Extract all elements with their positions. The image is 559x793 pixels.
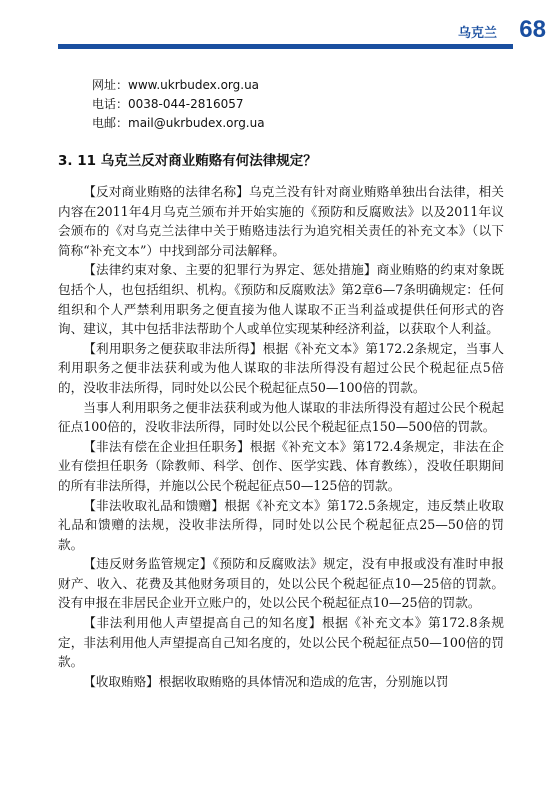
paragraph-text: 根据收取贿赂的具体情况和造成的危害，分别施以罚: [158, 673, 449, 689]
email-line: 电邮：mail@ukrbudex.org.ua: [92, 116, 265, 130]
section-title: 3. 11 乌克兰反对商业贿赂有何法律规定？: [58, 153, 317, 169]
website-line: 网址：www.ukrbudex.org.ua: [92, 78, 260, 92]
paragraph-text: 根据《补充文本》第172.5条规定，违反禁止收取礼品和馈赠的法规，没收非法所得，同时处以公民个税起征点25—50倍的罚款。: [58, 497, 504, 552]
paragraph-label: 【收取贿赂】: [83, 673, 159, 689]
paragraph-text: 根据《补充文本》第172.8条规定，非法利用他人声望提高自己知名度的，处以公民个税起征点50—100倍的罚款。: [58, 615, 504, 670]
paragraph-label: 【非法收取礼品和馈赠】: [83, 497, 225, 513]
paragraph-text: 根据《补充文本》第172.4条规定，非法在企业有偿担任职务（除教师、科学、创作、医学实践、体育教练），没收任职期间的所有非法所得，并施以公民个税起征点50—125倍的罚款。: [58, 438, 505, 493]
header-country: 乌克兰: [457, 25, 497, 40]
paragraph-label: 【违反财务监管规定】: [83, 556, 213, 572]
paragraph-label: 【非法有偿在企业担任职务】: [83, 438, 250, 454]
paragraph-label: 【反对商业贿赂的法律名称】: [83, 184, 250, 199]
body-text: [58, 182, 504, 691]
phone-line: 电话：0038-044-2816057: [92, 97, 244, 111]
page-number: 68: [519, 16, 546, 43]
paragraph-reputation-misuse: [58, 613, 504, 672]
header-rule: [58, 44, 513, 49]
paragraph-label: 【法律约束对象、主要的犯罪行为界定、惩处措施】: [83, 262, 377, 278]
paragraph-legal-scope: [58, 260, 504, 338]
paragraph-label: 【利用职务之便获取非法所得】: [83, 340, 263, 356]
contact-block: [92, 76, 265, 133]
paragraph-accepting-bribes: [58, 672, 504, 692]
paragraph-abuse-of-office: [58, 339, 504, 398]
paragraph-text: 商业贿赂的约束对象既包括个人，也包括组织、机构。《预防和反腐败法》第2章6—7条明确规定：任何组织和个人严禁利用职务之便直接为他人谋取不正当利益或提供任何形式的咨询、建议，其中包括非法帮助个人或单位实现某种经济利益，以获取个人利益。: [58, 262, 505, 337]
paragraph-text: 根据《补充文本》第172.2条规定，当事人利用职务之便非法获利或为他人谋取的非法所得没有超过公民个税起征点5倍的，没收非法所得，同时处以公民个税起征点50—100倍的罚款。: [58, 340, 505, 395]
paragraph-text: 乌克兰没有针对商业贿赂单独出台法律，相关内容在2011年4月乌克兰颁布并开始实施的《预防和反腐败法》以及2011年议会颁布的《对乌克兰法律中关于贿赂违法行为追究相关责任的补充文本》（以下简称“补充文本”）中找到部分司法解释。: [58, 184, 505, 258]
paragraph-commercial-bribery-law: [58, 182, 504, 260]
paragraph-text: 当事人利用职务之便非法获利或为他人谋取的非法所得没有超过公民个税起征点100倍的，没收非法所得，同时处以公民个税起征点150—500倍的罚款。: [58, 399, 504, 435]
paragraph-illegal-gifts: [58, 496, 504, 555]
paragraph-text: 《预防和反腐败法》规定，没有申报或没有准时申报财产、收入、花费及其他财务项目的，处以公民个税起征点10—25倍的罚款。没有申报在非居民企业开立账户的，处以公民个税起征点10—25倍的罚款。: [58, 556, 505, 611]
paragraph-label: 【非法利用他人声望提高自己的知名度】: [83, 615, 322, 631]
paragraph-financial-supervision: [58, 554, 504, 613]
paragraph-abuse-of-office-continued: [58, 398, 504, 437]
paragraph-illegal-paid-position: [58, 437, 504, 496]
